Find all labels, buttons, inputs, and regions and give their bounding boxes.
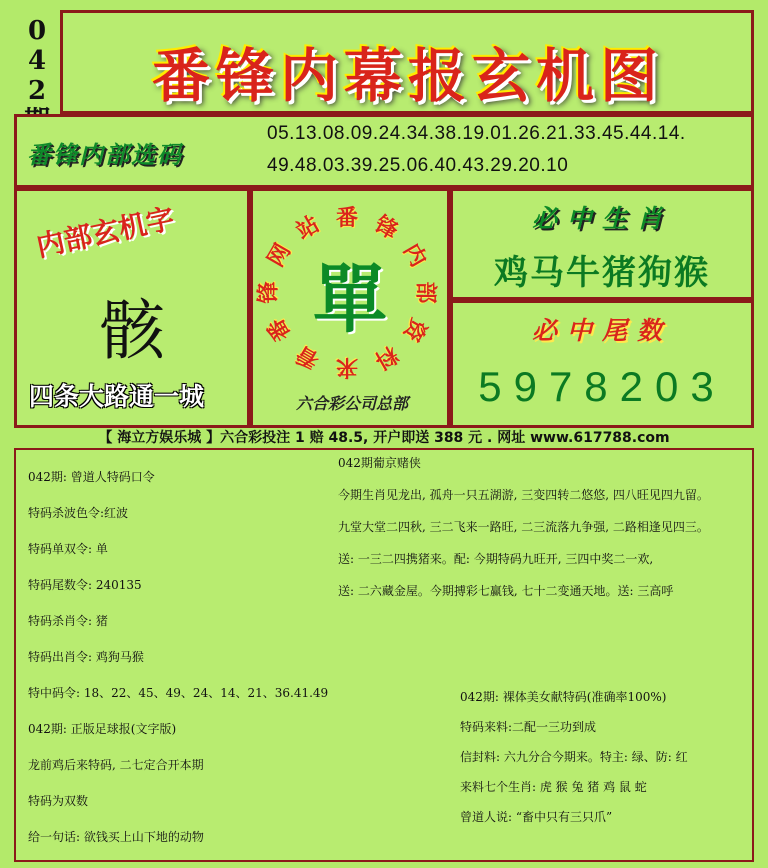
ring-char: 来 xyxy=(336,354,359,380)
page-title: 番锋内幕报玄机图 xyxy=(151,42,664,110)
text-line: 特码杀波色令:红波 xyxy=(28,506,129,520)
text-line: 特中码令: 18、22、45、49、24、14、21、36.41.49 xyxy=(28,686,329,700)
ring-char: 料 xyxy=(370,340,403,374)
text-line: 042期: 裸体美女献特码(准确率100%) xyxy=(460,690,667,704)
text-line: 特码尾数令: 240135 xyxy=(28,578,142,592)
ring-char: 网 xyxy=(262,239,296,272)
text-line: 特码杀肖令: 猪 xyxy=(28,614,108,628)
secret-char-panel xyxy=(14,188,250,428)
text-line: 特码为双数 xyxy=(28,794,89,808)
codes-line-2: 49.48.03.39.25.06.40.43.29.20.10 xyxy=(267,155,569,176)
circle-panel xyxy=(250,188,450,428)
tail-number-values: 5978203 xyxy=(478,363,726,410)
ring-char: 番 xyxy=(262,313,296,346)
circle-center-char: 單 xyxy=(313,257,387,343)
zodiac-panel xyxy=(450,188,754,300)
ring-char: 番 xyxy=(336,205,359,231)
ring-char: 锋 xyxy=(255,281,282,304)
codes-label: 番锋内部选码 xyxy=(27,140,183,169)
codes-panel xyxy=(14,114,754,188)
text-line: 送: 二六藏金屋。今期搏彩七赢钱, 七十二变通天地。送: 三高呼 xyxy=(338,584,674,598)
secret-slogan: 四条大路通一城 xyxy=(29,382,205,411)
ring-char: 资 xyxy=(398,313,432,346)
ring-char: 锋 xyxy=(370,211,403,245)
text-line: 信封料: 六九分合今期来。特主: 绿、防: 红 xyxy=(460,750,688,764)
text-line: 042期: 正版足球报(文字版) xyxy=(28,722,177,736)
text-line: 042期: 曾道人特码口令 xyxy=(28,470,155,484)
ring-char: 看 xyxy=(291,340,324,374)
text-line: 特码单双令: 单 xyxy=(28,542,108,556)
text-line: 给一句话: 欲钱买上山下地的动物 xyxy=(28,830,204,844)
text-line: 042期葡京赌侠 xyxy=(338,456,421,470)
title-banner xyxy=(60,10,754,114)
bottom-info-panel xyxy=(14,448,754,862)
codes-line-1: 05.13.08.09.24.34.38.19.01.26.21.33.45.44.14. xyxy=(267,123,686,144)
ring-char: 站 xyxy=(291,211,324,245)
text-line: 九堂大堂二四秋, 三二飞来一路旺, 二三流落九争强, 二路相逢见四三。 xyxy=(338,520,709,534)
circle-footer: 六合彩公司总部 xyxy=(295,394,408,413)
ring-char: 内 xyxy=(398,239,432,272)
zodiac-label: 必中生肖 xyxy=(531,204,672,233)
tail-number-label: 必中尾数 xyxy=(531,316,672,345)
secret-char-label: 内部玄机字 xyxy=(33,201,178,264)
text-line: 特码来料:二配一三功到成 xyxy=(460,720,597,734)
text-line: 来料七个生肖: 虎 猴 兔 猪 鸡 鼠 蛇 xyxy=(460,780,647,794)
tail-number-panel xyxy=(450,300,754,428)
zodiac-values: 鸡马牛猪狗猴 xyxy=(494,253,710,293)
text-line: 龙前鸡后来特码, 二七定合开本期 xyxy=(28,758,204,772)
text-line: 今期生肖见龙出, 孤舟一只五湖游, 三变四转二悠悠, 四八旺见四九留。 xyxy=(338,488,709,502)
text-line: 特码出肖令: 鸡狗马猴 xyxy=(28,650,144,664)
text-line: 曾道人说: “畜中只有三只爪” xyxy=(460,810,613,824)
secret-char: 骸 xyxy=(99,292,165,369)
issue-number: 042 xyxy=(27,16,47,106)
text-line: 送: 一三二四携猪来。配: 今期特码九旺开, 三四中奖二一欢, xyxy=(338,552,654,566)
ring-char: 部 xyxy=(412,281,439,304)
issue-number-box xyxy=(14,10,60,114)
ad-banner: 【 海立方娱乐城 】六合彩投注 1 赔 48.5, 开户即送 388 元 . 网址 www.617788.com xyxy=(98,430,670,446)
